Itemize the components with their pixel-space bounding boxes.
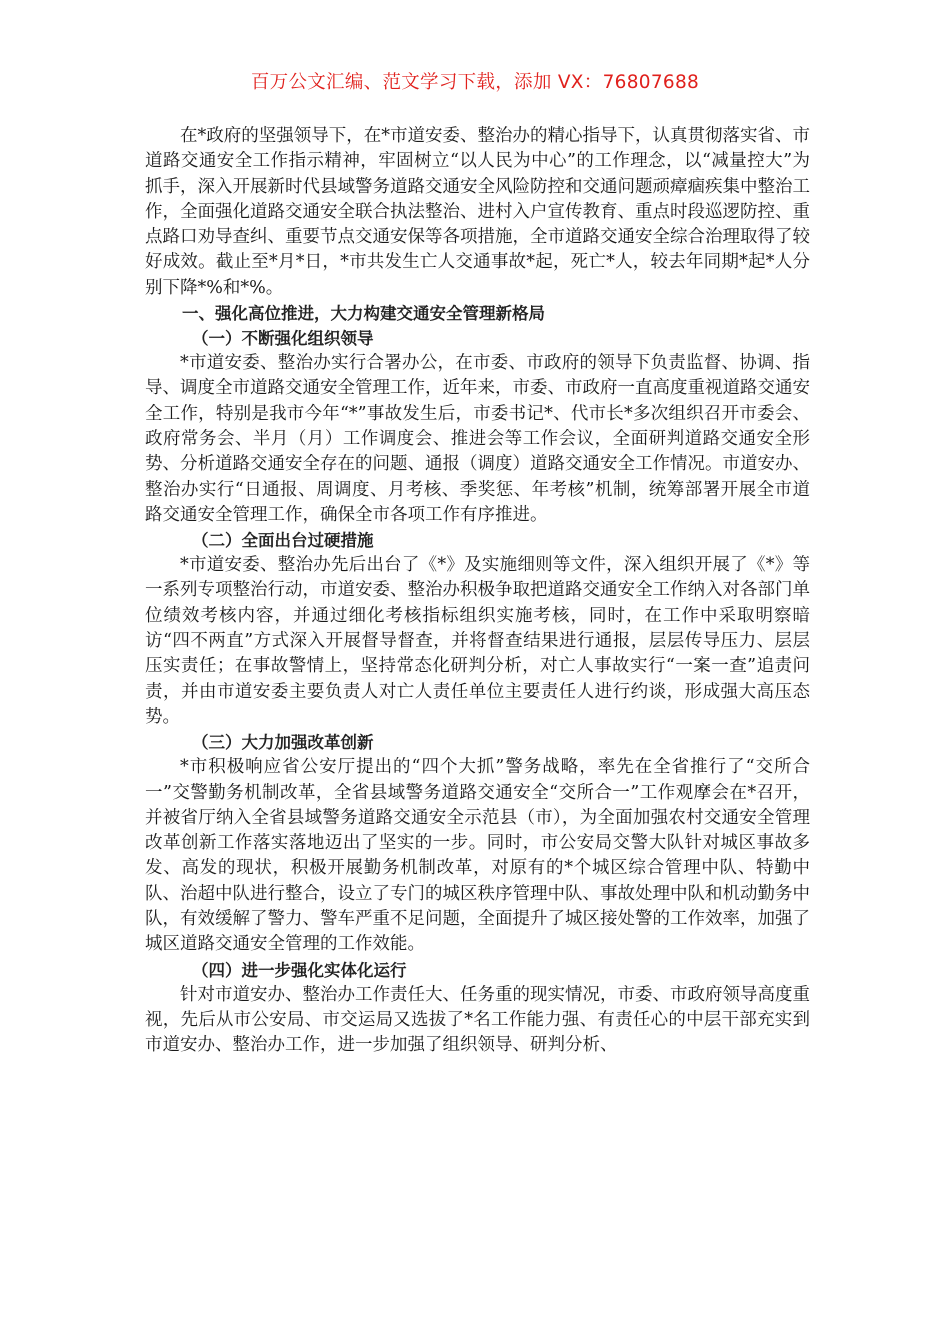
intro-paragraph: 在*政府的坚强领导下，在*市道安委、整治办的精心指导下，认真贯彻落实省、市道路交通安全工作指示精神，牢固树立“以人民为中心”的工作理念，以“减量控大”为抓手，深入开展新时代县域警务道路交通安全风险防控和交通问题顽瘴痼疾集中整治工作，全面强化道路交通安全联合执法整治、进村入户宣传教育、重点时段巡逻防控、重点路口劝导查纠、重要节点交通安保等各项措施，全市道路交通安全综合治理取得了较好成效。截止至*月*日，*市共发生亡人交通事故*起，死亡*人，较去年同期*起*人分别下降*%和*%。 [145, 126, 810, 298]
subsection-heading-3: （三）大力加强改革创新 [192, 733, 374, 753]
section-heading-1: 一、强化高位推进，大力构建交通安全管理新格局 [182, 304, 545, 324]
subsection-paragraph-2: *市道安委、整治办先后出台了《*》及实施细则等文件，深入组织开展了《*》等一系列专项整治行动，市道安委、整治办积极争取把道路交通安全工作纳入对各部门单位绩效考核内容，并通过细化考核指标组织实施考核，同时，在工作中采取明察暗访“四不两直”方式深入开展督导督查，并将督查结果进行通报，层层传导压力、层层压实责任；在事故警情上，坚持常态化研判分析，对亡人事故实行“一案一查”追责问责，并由市道安委主要负责人对亡人责任单位主要责任人进行约谈，形成强大高压态势。 [145, 555, 810, 727]
subsection-heading-1: （一）不断强化组织领导 [192, 329, 374, 349]
subsection-paragraph-3: *市积极响应省公安厅提出的“四个大抓”警务战略，率先在全省推行了“交所合一”交警勤务机制改革，全省县域警务道路交通安全“交所合一”工作观摩会在*召开，并被省厅纳入全省县域警务道路交通安全示范县（市），为全面加强农村交通安全管理改革创新工作落实落地迈出了坚实的一步。同时，市公安局交警大队针对城区事故多发、高发的现状，积极开展勤务机制改革，对原有的*个城区综合管理中队、特勤中队、治超中队进行整合，设立了专门的城区秩序管理中队、事故处理中队和机动勤务中队，有效缓解了警力、警车严重不足问题，全面提升了城区接处警的工作效率，加强了城区道路交通安全管理的工作效能。 [145, 757, 810, 955]
document-body [145, 124, 810, 1059]
subsection-heading-4: （四）进一步强化实体化运行 [192, 960, 407, 980]
watermark-banner: 百万公文汇编、范文学习下载，添加 VX：76807688 [250, 72, 700, 93]
subsection-paragraph-1: *市道安委、整治办实行合署办公，在市委、市政府的领导下负责监督、协调、指导、调度全市道路交通安全管理工作，近年来，市委、市政府一直高度重视道路交通安全工作，特别是我市今年“*”事故发生后，市委书记*、代市长*多次组织召开市委会、政府常务会、半月（月）工作调度会、推进会等工作会议，全面研判道路交通安全形势、分析道路交通安全存在的问题、通报（调度）道路交通安全工作情况。市道安办、整治办实行“日通报、周调度、月考核、季奖惩、年考核”机制，统筹部署开展全市道路交通安全管理工作，确保全市各项工作有序推进。 [145, 353, 810, 525]
subsection-paragraph-4: 针对市道安办、整治办工作责任大、任务重的现实情况，市委、市政府领导高度重视，先后从市公安局、市交运局又选拔了*名工作能力强、有责任心的中层干部充实到市道安办、整治办工作，进一步加强了组织领导、研判分析、 [145, 984, 810, 1056]
subsection-heading-2: （二）全面出台过硬措施 [192, 531, 374, 551]
